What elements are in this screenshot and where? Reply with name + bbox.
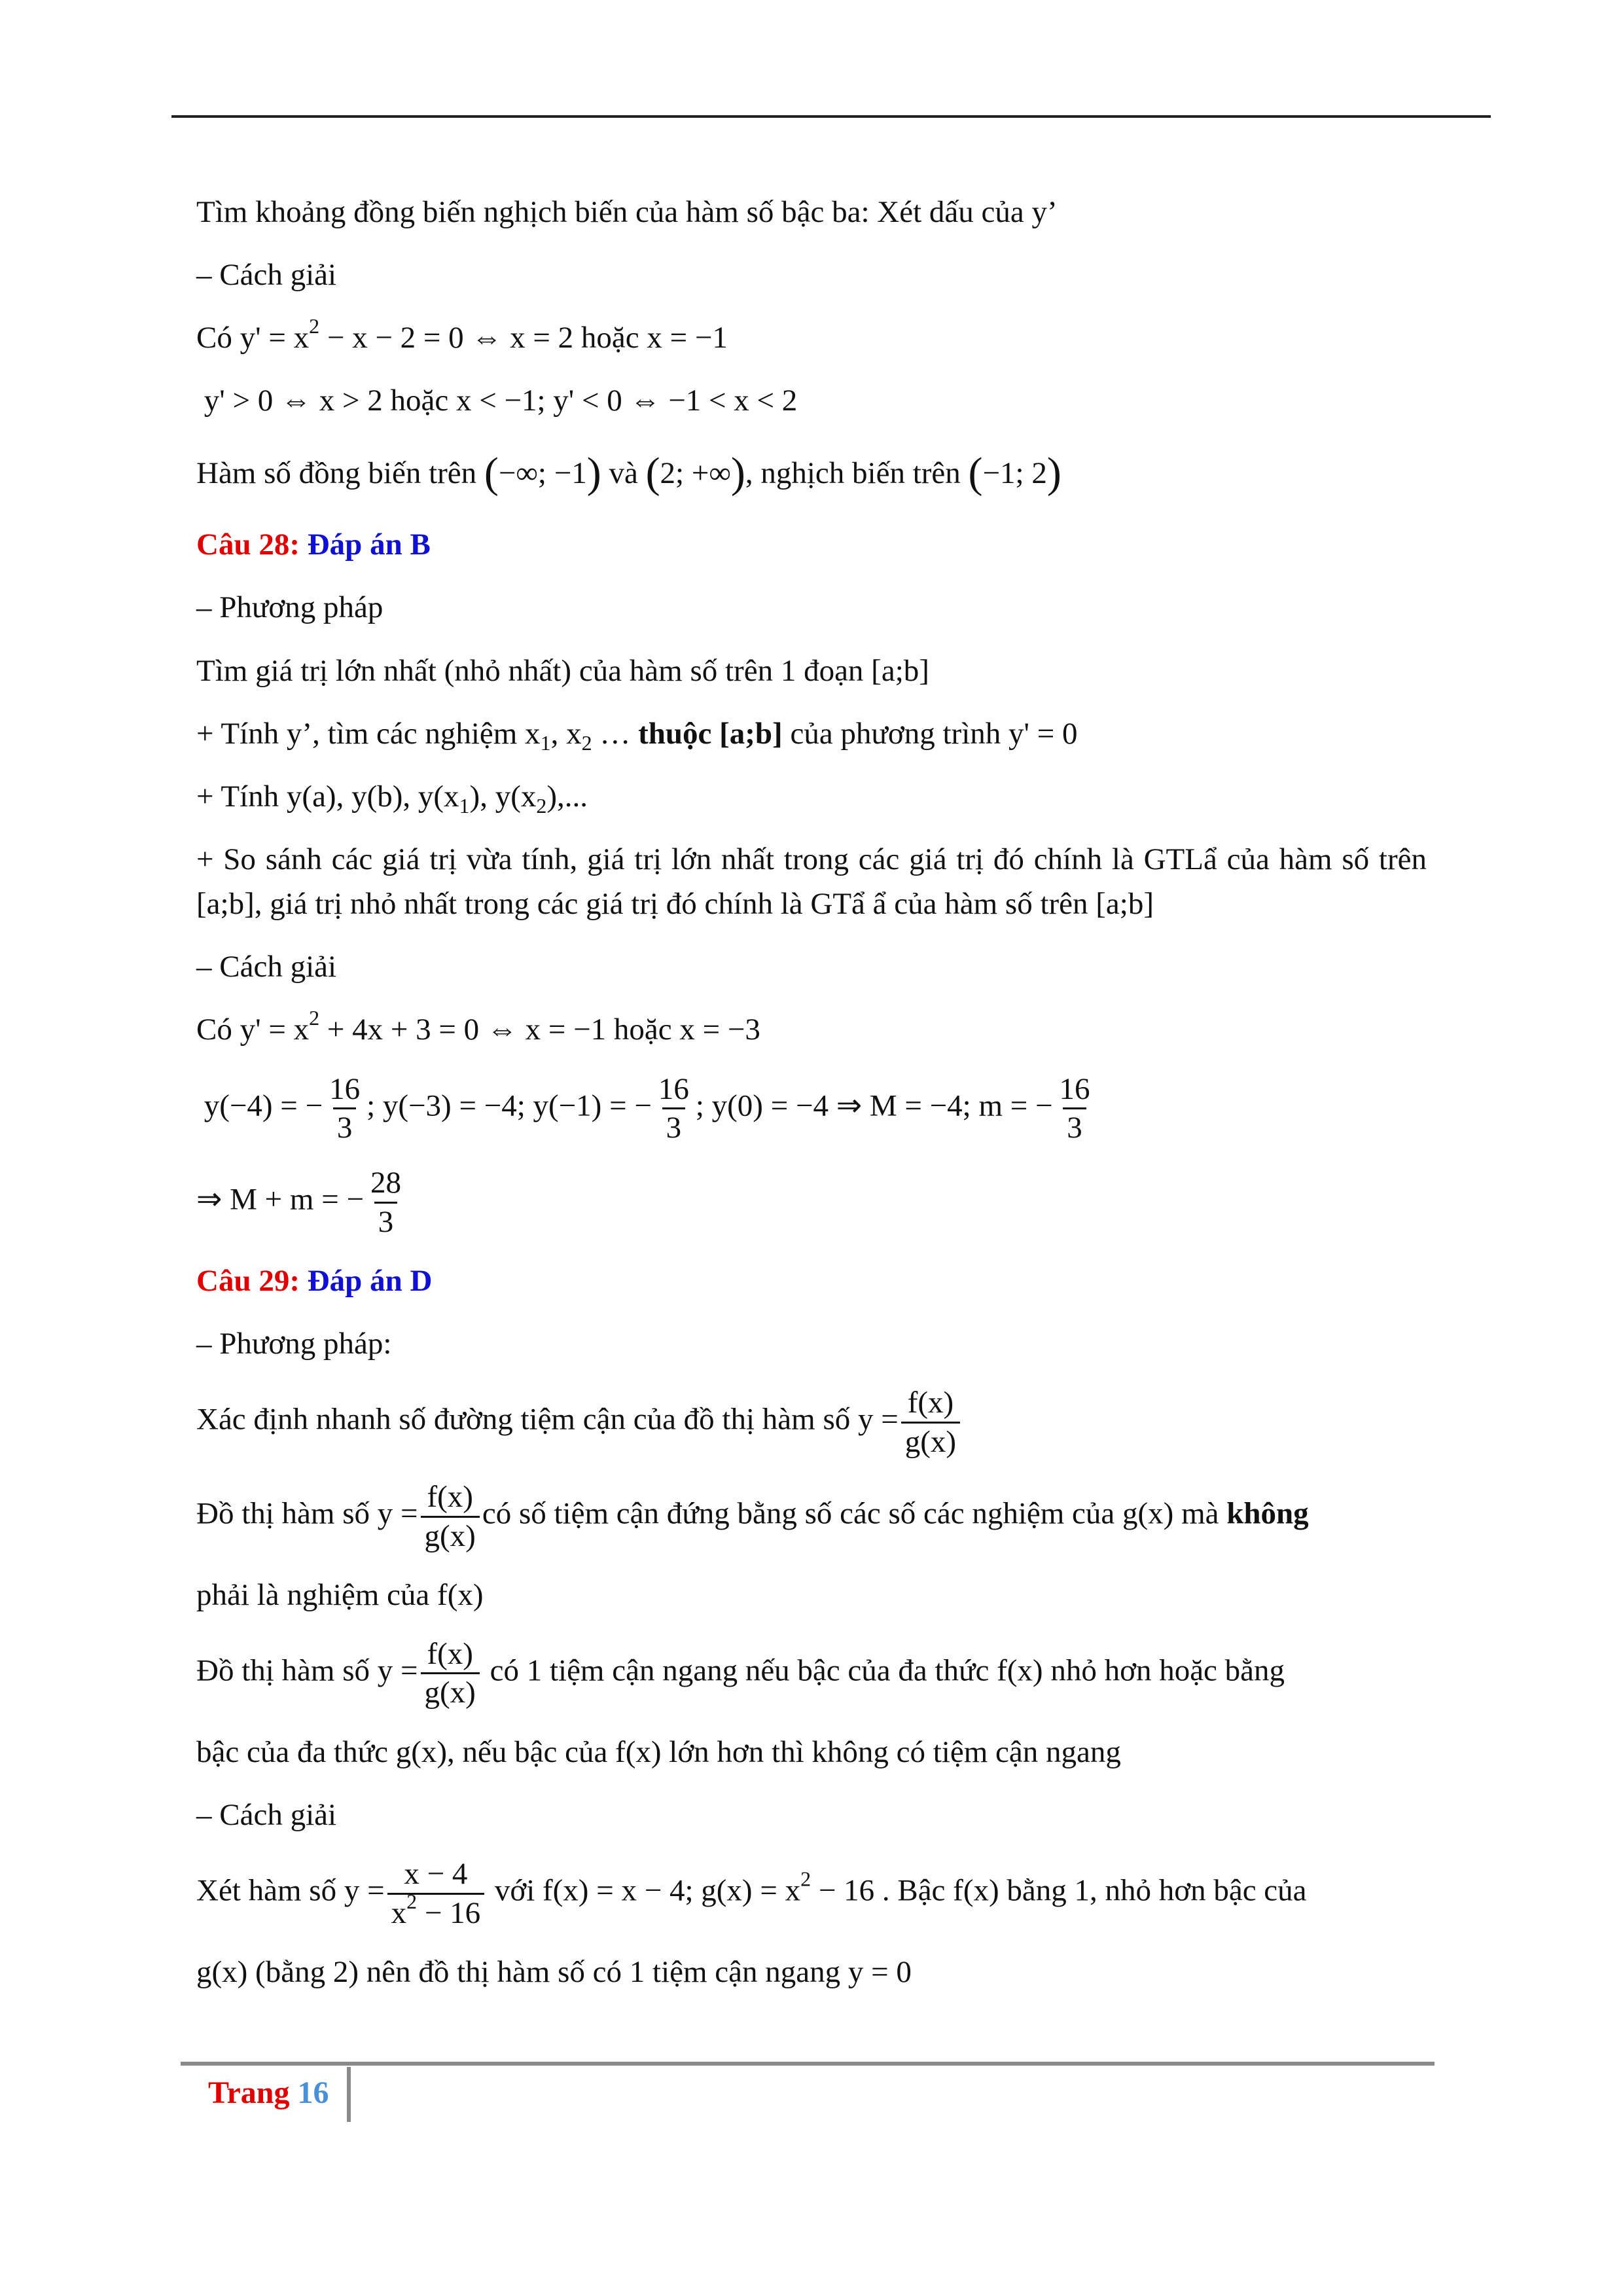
fraction: $\frac{16}{3}$ bbox=[1056, 1071, 1094, 1147]
fraction: $\frac{16}{3}$ bbox=[325, 1071, 364, 1147]
paragraph: bậc của đa thức g(x), nếu bậc của f(x) lớn hơn thì không có tiệm cận ngang bbox=[196, 1734, 1121, 1769]
paragraph: Tìm khoảng đồng biến nghịch biến của hàm số bậc ba: Xét dấu của y’ bbox=[196, 195, 1058, 229]
paragraph: + So sánh các giá trị vừa tính, giá trị lớn nhất trong các giá trị đó chính là GTLẩ của hàm số trên [a;b], giá trị nhỏ nhất trong các giá trị đó chính là GTẩ ẩ của hàm số trên [a;b] bbox=[196, 842, 1427, 922]
paragraph: Xét hàm số y = $\frac{x - 4}{x^2 - 16}$ với f(x) = x − 4; $g(x) = x^2 - 16$ . Bậc f(x) bằng 1, nhỏ hơn bậc của bbox=[196, 1856, 1427, 1931]
equation-line: Có $y' = x^2 + 4x + 3 = 0$ ⇔ x = −1 hoặc x = −3 bbox=[196, 1006, 760, 1047]
paragraph: Đồ thị hàm số y = $\frac{f(x)}{g(x)}$ có 1 tiệm cận ngang nếu bậc của đa thức f(x) nhỏ hơn hoặc bằng bbox=[196, 1636, 1427, 1712]
page-number: Trang 16 bbox=[208, 2075, 329, 2110]
equation-line: y(−4) = − $\frac{16}{3}$ ; y(−3) = −4; y(−1) = − $\frac{16}{3}$ ; y(0) = −4 ⇒ M = −4; m = − $\frac{16}{3}$ bbox=[196, 1071, 1427, 1147]
footer-divider bbox=[347, 2067, 351, 2122]
method-label: – Cách giải bbox=[196, 950, 337, 984]
paragraph: Xác định nhanh số đường tiệm cận của đồ thị hàm số y = $\frac{f(x)}{g(x)}$ bbox=[196, 1384, 1427, 1460]
paragraph: Đồ thị hàm số y = $\frac{f(x)}{g(x)}$ có số tiệm cận đứng bằng số các số các nghiệm của g(x) mà không bbox=[196, 1479, 1427, 1554]
paragraph: Tìm giá trị lớn nhất (nhỏ nhất) của hàm số trên 1 đoạn [a;b] bbox=[196, 653, 929, 688]
method-label: – Phương pháp bbox=[196, 590, 383, 625]
equation-line: ⇒ M + m = − $\frac{28}{3}$ bbox=[196, 1164, 1427, 1240]
method-label: – Cách giải bbox=[196, 258, 337, 293]
paragraph: phải là nghiệm của f(x) bbox=[196, 1577, 484, 1612]
paragraph: g(x) (bằng 2) nên đồ thị hàm số có 1 tiệm cận ngang y = 0 bbox=[196, 1954, 912, 1989]
paragraph: + Tính y’, tìm các nghiệm $x_1$, $x_2$ … thuộc [a;b] của phương trình y' = 0 bbox=[196, 716, 1078, 755]
paragraph: Hàm số đồng biến trên (−∞; −1) và (2; +∞), nghịch biến trên (−1; 2) bbox=[196, 448, 1061, 497]
question-heading: Câu 29: Đáp án D bbox=[196, 1264, 433, 1299]
footer-rule bbox=[181, 2062, 1435, 2066]
method-label: – Cách giải bbox=[196, 1797, 337, 1832]
document-body bbox=[196, 190, 1427, 2013]
fraction: $\frac{f(x)}{g(x)}$ bbox=[421, 1479, 480, 1554]
equation-line: + Tính y(a), y(b), $y(x_1)$, $y(x_2)$,... bbox=[196, 779, 588, 817]
equation-line: y' > 0 ⇔ x > 2 hoặc x < −1; y' < 0 ⇔ −1 < x < 2 bbox=[204, 384, 798, 418]
fraction: $\frac{f(x)}{g(x)}$ bbox=[421, 1636, 480, 1712]
fraction: $\frac{28}{3}$ bbox=[366, 1164, 405, 1240]
equation-line: Có $y' = x^2 - x - 2 = 0$ ⇔ x = 2 hoặc x = −1 bbox=[196, 314, 728, 355]
method-label: – Phương pháp: bbox=[196, 1327, 392, 1361]
fraction: $\frac{x - 4}{x^2 - 16}$ bbox=[387, 1856, 485, 1931]
header-rule bbox=[171, 115, 1491, 118]
fraction: $\frac{f(x)}{g(x)}$ bbox=[901, 1384, 960, 1460]
fraction: $\frac{16}{3}$ bbox=[654, 1071, 693, 1147]
question-heading: Câu 28: Đáp án B bbox=[196, 528, 431, 562]
